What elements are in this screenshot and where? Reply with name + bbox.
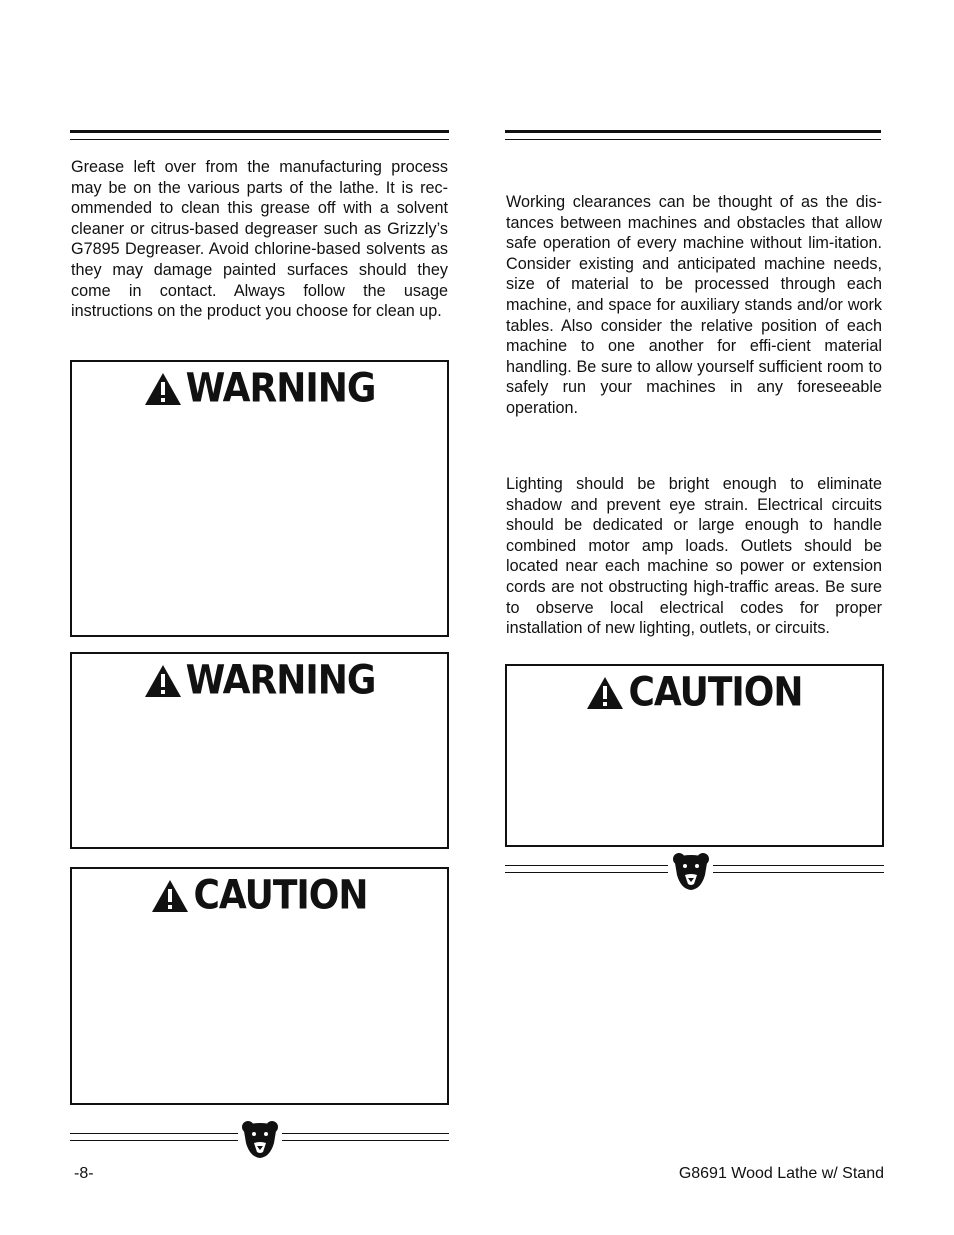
warning-sign: [72, 657, 447, 704]
left-divider-left: [70, 1133, 238, 1141]
bear-logo-icon: [671, 851, 711, 891]
right-section-header-rule: [505, 130, 881, 140]
warning-triangle-icon: [151, 879, 189, 913]
warning-triangle-icon: [144, 664, 182, 698]
warning-box-1: [70, 360, 449, 637]
warning-triangle-icon: [144, 372, 182, 406]
caution-label: CAUTION: [628, 669, 803, 716]
warning-label: WARNING: [185, 365, 376, 412]
right-divider-left: [505, 865, 668, 873]
lighting-paragraph: Lighting should be bright enough to eliminate shadow and prevent eye strain. Electrical circuits should be dedicated or large enough to handle combined motor amp loads. Outlets should be located near each machine so power or extension cords are not obstructing high-traffic areas. Be sure to observe local electrical codes for proper installation of new lighting, outlets, or circuits.: [506, 475, 882, 638]
left-divider-right: [282, 1133, 449, 1141]
warning-triangle-icon: [586, 676, 624, 710]
right-divider-right: [713, 865, 884, 873]
page-number: -8-: [74, 1165, 94, 1182]
warning-label: WARNING: [185, 657, 376, 704]
document-title: G8691 Wood Lathe w/ Stand: [678, 1165, 884, 1182]
warning-box-2: [70, 652, 449, 849]
caution-sign: [507, 669, 882, 716]
working-clearances-paragraph: Working clearances can be thought of as the dis-tances between machines and obstacles that allow safe operation of every machine without lim-itation. Consider existing and anticipated machine needs, size of material to be processed through each machine, and space for auxiliary stands and/or work tables. Also consider the relative position of each machine to one another for effi-cient material handling. Be sure to allow yourself sufficient room to safely run your machines in any foreseeable operation.: [506, 193, 882, 417]
caution-box-left: [70, 867, 449, 1105]
caution-box-right: [505, 664, 884, 847]
warning-sign: [72, 365, 447, 412]
caution-sign: [72, 872, 447, 919]
caution-label: CAUTION: [193, 872, 368, 919]
cleanup-paragraph: Grease left over from the manufacturing process may be on the various parts of the lathe. It is rec-ommended to clean this grease off with a solvent cleaner or citrus-based degreaser such as Grizzly’s G7895 Degreaser. Avoid chlorine-based solvents as they may damage painted surfaces should they come in contact. Always follow the usage instructions on the product you choose for clean up.: [71, 158, 448, 321]
left-section-header-rule: [70, 130, 449, 140]
bear-logo-icon: [240, 1119, 280, 1159]
